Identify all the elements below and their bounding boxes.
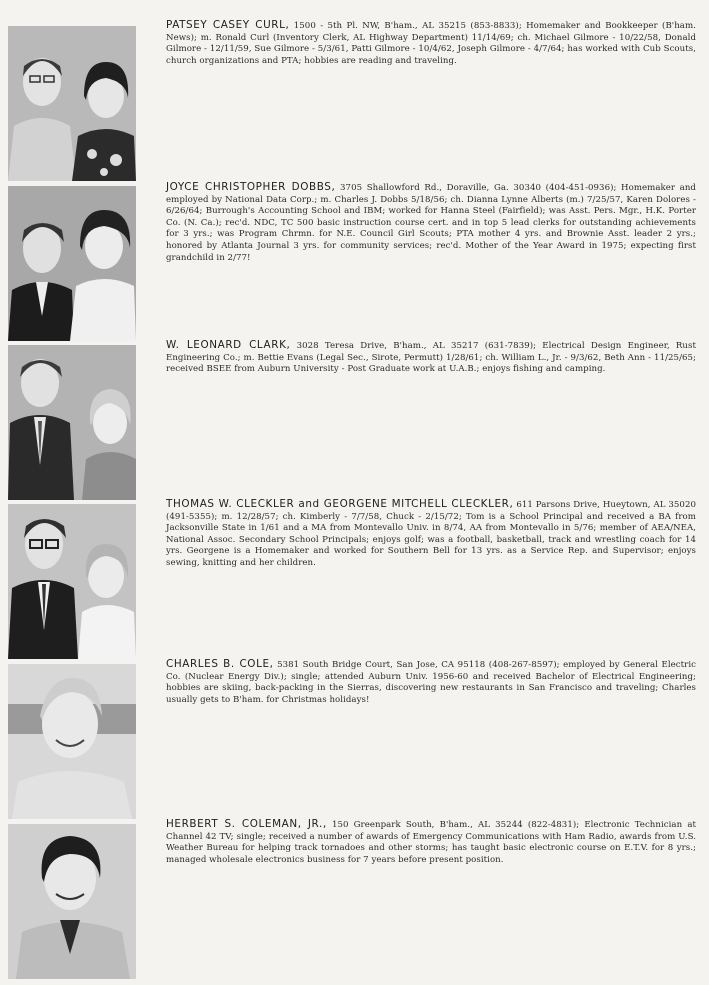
person-name: PATSEY CASEY CURL, (166, 19, 290, 31)
portrait-photo (8, 664, 136, 819)
person-name: CHARLES B. COLE, (166, 658, 274, 670)
couple-photo (8, 504, 136, 659)
person-details: 3028 Teresa Drive, B'ham., AL 35217 (631-7839); Electrical Design Engineer, Rust Engineering Co.; m. Bettie Evans (Legal Sec., Sirote, Permutt) 1/28/61; ch. William L., Jr. - 9/3/62, Beth Ann - 11/25/65; received BSEE from Auburn University - Post Graduate work at U.A.B.; enjoys fishing and camping. (166, 341, 696, 375)
entry-text (166, 182, 696, 264)
entry-text (166, 20, 696, 67)
person-details: 1500 - 5th Pl. NW, B'ham., AL 35215 (853-8833); Homemaker and Bookkeeper (B'ham. News); m. Ronald Curl (Inventory Clerk, AL Highway Department) 11/14/69; ch. Michael Gilmore - 10/22/58, Donald Gilmore - 12/11/59, Sue Gilmore - 5/3/61, Patti Gilmore - 10/4/62, Joseph Gilmore - 4/7/64; has worked with Cub Scouts, church organizations and PTA; hobbies are reading and traveling. (166, 21, 696, 66)
entry-text (166, 819, 696, 866)
person-name: HERBERT S. COLEMAN, JR., (166, 818, 327, 830)
couple-photo (8, 345, 136, 500)
portrait-photo (8, 824, 136, 979)
person-details: 150 Greenpark South, B'ham., AL 35244 (822-4831); Electronic Technician at Channel 42 TV; single; received a number of awards of Emergency Communications with Ham Radio, awards from U.S. Weather Bureau for helping track tornadoes and other storms; has taught basic electronic course on E.T.V. for 8 yrs.; managed wholesale electronics business for 7 years before present position. (166, 820, 696, 865)
entry-text (166, 659, 696, 706)
couple-photo (8, 26, 136, 181)
person-details: 5381 South Bridge Court, San Jose, CA 95118 (408-267-8597); employed by General Electric Co. (Nuclear Energy Div.); single; attended Auburn Univ. 1956-60 and received Bachelor of Electrical Engineering; hobbies are skiing, back-packing in the Sierras, discovering new restaurants in San Francisco and traveling; Charles usually gets to B'ham. for Christmas holidays! (166, 660, 696, 705)
person-name: W. LEONARD CLARK, (166, 339, 291, 351)
couple-photo (8, 186, 136, 341)
entry-text (166, 499, 696, 570)
person-details: 3705 Shallowford Rd., Doraville, Ga. 30340 (404-451-0936); Homemaker and employed by National Data Corp.; m. Charles J. Dobbs 5/18/56; ch. Dianna Lynne Alberts (m.) 7/25/57, Karen Dolores - 6/26/64; Burrough's Accounting School and IBM; worked for Hanna Steel (Fairfield); was Asst. Pers. Mgr., H.K. Porter Co. (N. Ca.); rec'd. NDC, TC 500 basic instruction course cert. and in top 5 lead clerks for outstanding achievements for 3 yrs.; was Program Chrmn. for N.E. Council Girl Scouts; PTA mother 4 yrs. and Brownie Asst. leader 2 yrs.; honored by Atlanta Journal 3 yrs. for community services; rec'd. Mother of the Year Award in 1975; expecting first grandchild in 2/77! (166, 183, 696, 263)
person-details: 611 Parsons Drive, Hueytown, AL 35020 (491-5355); m. 12/28/57; ch. Kimberly - 7/7/58, Chuck - 2/15/72; Tom is a School Principal and received a BA from Jacksonville State in 1/61 and a MA from Montevallo Univ. in 8/74, AA from Montevallo in 5/76; member of AEA/NEA, National Assoc. Secondary School Principals; enjoys golf; was a football, basketball, track and wrestling coach for 14 yrs. Georgene is a Homemaker and worked for Southern Bell for 13 yrs. as a Service Rep. and Supervisor; enjoys sewing, knitting and her children. (166, 500, 696, 568)
entry-text (166, 340, 696, 376)
person-name: THOMAS W. CLECKLER and GEORGENE MITCHELL CLECKLER, (166, 498, 514, 510)
person-name: JOYCE CHRISTOPHER DOBBS, (166, 181, 336, 193)
